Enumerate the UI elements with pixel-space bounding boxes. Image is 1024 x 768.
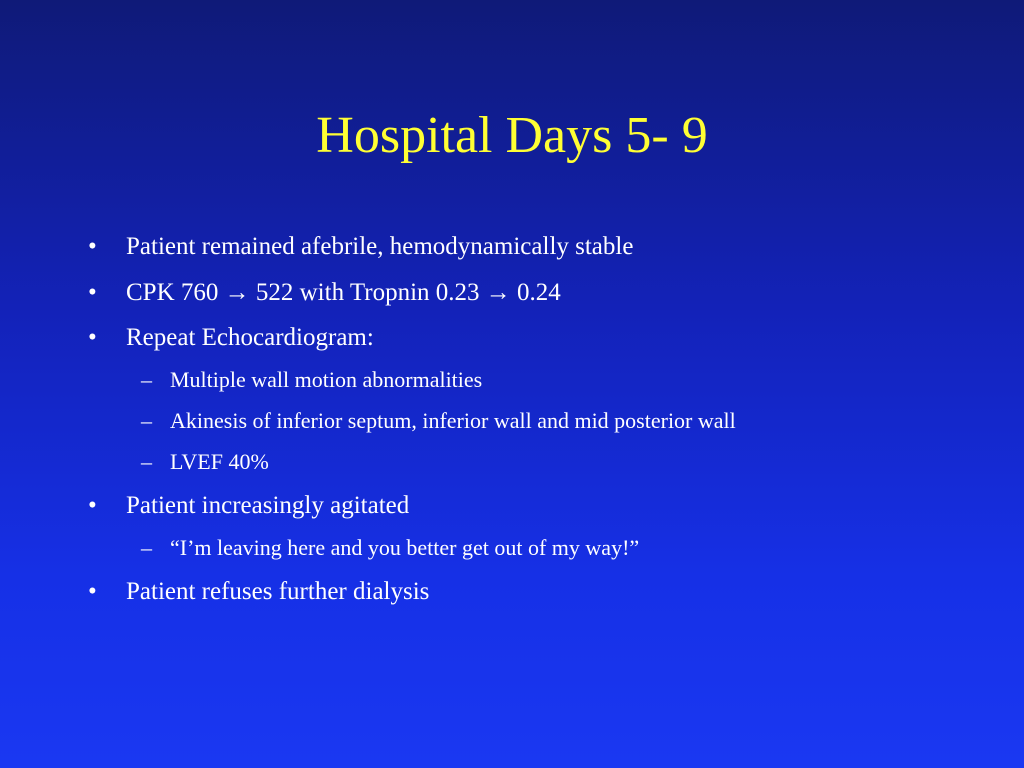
sub-bullet-marker: – [141, 367, 152, 392]
sub-bullet-text: Akinesis of inferior septum, inferior wall and mid posterior wall [170, 408, 736, 433]
bullet-text: Repeat Echocardiogram: [126, 324, 374, 351]
sub-bullet-marker: – [141, 535, 152, 560]
bullet-marker: • [88, 324, 97, 351]
bullet-marker: • [88, 233, 97, 260]
bullet-text: Patient remained afebrile, hemodynamically stable [126, 233, 634, 260]
sub-bullet-text: Multiple wall motion abnormalities [170, 367, 483, 392]
sub-bullet-text: “I’m leaving here and you better get out of my way!” [170, 535, 640, 560]
bullet-marker: • [88, 578, 97, 605]
sub-bullet-marker: – [141, 408, 152, 433]
sub-bullet-marker: – [141, 449, 152, 474]
bullet-text: Patient increasingly agitated [126, 492, 410, 519]
bullet-text: CPK 760 → 522 with Tropnin 0.23 → 0.24 [126, 279, 561, 306]
bullet-marker: • [88, 492, 97, 519]
sub-bullet-text: LVEF 40% [170, 449, 269, 474]
slide-title: Hospital Days 5- 9 [316, 107, 708, 164]
bullet-marker: • [88, 279, 97, 306]
bullet-text: Patient refuses further dialysis [126, 578, 430, 605]
